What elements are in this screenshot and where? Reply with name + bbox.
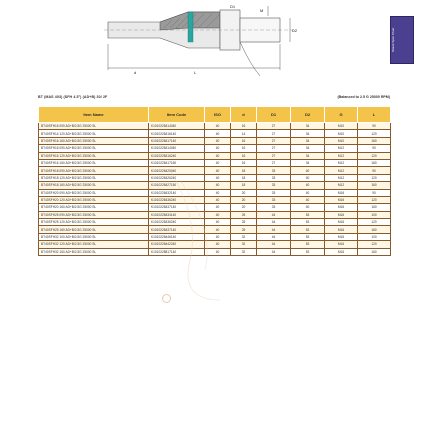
cell-d: 18 <box>231 182 257 189</box>
cell-iso: 40 <box>205 189 231 196</box>
cell-d: 25 <box>231 219 257 226</box>
table-row <box>39 182 391 189</box>
cell-d2: 34 <box>291 145 325 152</box>
header-iso: ISO <box>205 107 231 123</box>
cell-d2: 53 <box>291 233 325 240</box>
cell-iso: 40 <box>205 211 231 218</box>
cell-l: 160 <box>358 159 391 166</box>
cell-g: M16 <box>325 226 358 233</box>
cell-item-code: K1010228434140 <box>149 211 205 218</box>
cell-item-code: K1010228427150 <box>149 182 205 189</box>
cell-item-code: K1010228436240 <box>149 219 205 226</box>
cell-d: 32 <box>231 241 257 248</box>
cell-iso: 40 <box>205 167 231 174</box>
table-row <box>39 123 391 130</box>
cell-item-name: BT40SFH14 120 AD+B/2.5G 25000 SL <box>39 130 149 137</box>
cell-iso: 40 <box>205 233 231 240</box>
cell-d2: 34 <box>291 152 325 159</box>
coolant-channel <box>188 12 193 42</box>
cell-d: 16 <box>231 123 257 130</box>
cell-d1: 33 <box>257 182 291 189</box>
cell-l: 120 <box>358 196 391 203</box>
cell-d2: 40 <box>291 204 325 211</box>
cell-l: 90 <box>358 167 391 174</box>
cell-l: 160 <box>358 137 391 144</box>
cell-item-code: K1010228425040 <box>149 167 205 174</box>
cell-iso: 40 <box>205 145 231 152</box>
cell-g: M12 <box>325 159 358 166</box>
cell-item-name: BT40SFH20 120 AD+B/2.5G 25000 SL <box>39 196 149 203</box>
cell-iso: 40 <box>205 182 231 189</box>
table-row <box>39 137 391 144</box>
cell-l: 90 <box>358 189 391 196</box>
cell-d1: 27 <box>257 123 291 130</box>
cell-item-code: K1010228414040 <box>149 123 205 130</box>
cell-d2: 53 <box>291 226 325 233</box>
table-row <box>39 233 391 240</box>
header-g: G <box>325 107 358 123</box>
cell-d: 20 <box>231 189 257 196</box>
cell-item-name: BT40SFH25 120 AD+B/2.5G 25000 SL <box>39 219 149 226</box>
cell-g: M16 <box>325 241 358 248</box>
cell-d1: 27 <box>257 145 291 152</box>
table-row <box>39 152 391 159</box>
cell-iso: 40 <box>205 248 231 255</box>
table-row <box>39 219 391 226</box>
cell-d1: 44 <box>257 219 291 226</box>
cell-d: 32 <box>231 233 257 240</box>
table-row <box>39 196 391 203</box>
cell-d2: 40 <box>291 196 325 203</box>
cell-d1: 33 <box>257 167 291 174</box>
cell-g: M16 <box>325 233 358 240</box>
cell-iso: 40 <box>205 137 231 144</box>
header-d: d <box>231 107 257 123</box>
cell-item-name: BT40SFH16 090 AD+B/2.5G 25000 SL <box>39 123 149 130</box>
table-row <box>39 174 391 181</box>
cell-l: 160 <box>358 226 391 233</box>
cell-l: 160 <box>358 182 391 189</box>
cell-item-code: K1010228426240 <box>149 174 205 181</box>
cell-d2: 34 <box>291 137 325 144</box>
cell-iso: 40 <box>205 241 231 248</box>
cell-iso: 40 <box>205 174 231 181</box>
cell-d1: 44 <box>257 248 291 255</box>
catalog-badge: Shank Spec Chart <box>390 16 414 64</box>
cell-d1: 33 <box>257 196 291 203</box>
cell-g: M12 <box>325 174 358 181</box>
cell-item-name: BT40SFH16 160 AD+B/2.5G 25000 SL <box>39 159 149 166</box>
cell-l: 120 <box>358 241 391 248</box>
table-row <box>39 159 391 166</box>
cell-item-name: BT40SFH18 090 AD+B/2.5G 25000 SL <box>39 167 149 174</box>
cell-d1: 33 <box>257 189 291 196</box>
cell-g: M12 <box>325 182 358 189</box>
dim-label-d1: D1 <box>230 4 236 9</box>
cell-d1: 44 <box>257 233 291 240</box>
cell-item-code: K1010228416240 <box>149 152 205 159</box>
cell-d2: 53 <box>291 248 325 255</box>
cell-d2: 40 <box>291 182 325 189</box>
cell-item-code: K1010228437140 <box>149 204 205 211</box>
cell-d2: 34 <box>291 159 325 166</box>
cell-g: M12 <box>325 145 358 152</box>
cell-d1: 27 <box>257 137 291 144</box>
cell-d: 16 <box>231 137 257 144</box>
cell-item-code: K1010228817140 <box>149 248 205 255</box>
dim-label-d2: D2 <box>292 28 298 33</box>
cell-iso: 40 <box>205 130 231 137</box>
header-item-name: Item Name <box>39 107 149 123</box>
table-caption-left: BT (MAS 403) (SFH 4.5°) (AD+B) 30/ 2F <box>38 95 108 99</box>
cell-d: 18 <box>231 167 257 174</box>
cell-item-name: BT40SFH25 160 AD+B/2.5G 25000 SL <box>39 226 149 233</box>
cell-item-name: BT40SFH32 160 AD+B/2.5G 25000 SL <box>39 248 149 255</box>
cell-iso: 40 <box>205 152 231 159</box>
cell-d: 25 <box>231 211 257 218</box>
cell-item-code: K1010228414040 <box>149 145 205 152</box>
cell-d1: 44 <box>257 226 291 233</box>
cell-d: 20 <box>231 196 257 203</box>
cell-d2: 53 <box>291 219 325 226</box>
cell-item-name: BT40SFH20 090 AD+B/2.5G 25000 SL <box>39 189 149 196</box>
cell-l: 100 <box>358 211 391 218</box>
table-row <box>39 189 391 196</box>
cell-d2: 34 <box>291 123 325 130</box>
header-item-code: Item Code <box>149 107 205 123</box>
cell-l: 120 <box>358 130 391 137</box>
table-row <box>39 211 391 218</box>
cell-d2: 34 <box>291 130 325 137</box>
cell-d: 32 <box>231 248 257 255</box>
watermark-dot <box>162 294 171 303</box>
cell-d: 16 <box>231 145 257 152</box>
header-row <box>39 107 391 123</box>
cell-l: 160 <box>358 248 391 255</box>
cell-l: 120 <box>358 219 391 226</box>
cell-g: M16 <box>325 211 358 218</box>
cell-item-name: BT40SFH16 090 AD+B/2.5G 25000 SL <box>39 145 149 152</box>
cell-l: 120 <box>358 174 391 181</box>
cell-item-code: K1010228446140 <box>149 233 205 240</box>
cell-item-name: BT40SFH16 160 AD+B/2.5G 25000 SL <box>39 137 149 144</box>
cell-d2: 53 <box>291 211 325 218</box>
cell-d2: 40 <box>291 167 325 174</box>
cell-iso: 40 <box>205 204 231 211</box>
table-row <box>39 204 391 211</box>
tool-holder-drawing <box>100 4 300 84</box>
cell-l: 90 <box>358 145 391 152</box>
cell-d: 18 <box>231 174 257 181</box>
cell-item-code: K1010228442240 <box>149 241 205 248</box>
cell-d: 16 <box>231 152 257 159</box>
dim-label-d: d <box>134 70 137 75</box>
cell-g: M16 <box>325 248 358 255</box>
cell-d1: 27 <box>257 130 291 137</box>
cell-d1: 27 <box>257 159 291 166</box>
cell-g: M10 <box>325 137 358 144</box>
cell-item-code: K1010228416140 <box>149 130 205 137</box>
cell-item-code: K1010228417140 <box>149 137 205 144</box>
cell-d2: 53 <box>291 241 325 248</box>
cell-g: M16 <box>325 219 358 226</box>
cell-iso: 40 <box>205 159 231 166</box>
cell-item-code: K1010228436240 <box>149 196 205 203</box>
cell-l: 100 <box>358 233 391 240</box>
cell-g: M10 <box>325 130 358 137</box>
cell-item-code: K1010228437140 <box>149 226 205 233</box>
cell-item-name: BT40SFH16 120 AD+B/2.5G 25000 SL <box>39 152 149 159</box>
cell-d1: 27 <box>257 152 291 159</box>
cell-l: 120 <box>358 152 391 159</box>
cell-iso: 40 <box>205 226 231 233</box>
cell-d: 14 <box>231 130 257 137</box>
cell-l: 90 <box>358 123 391 130</box>
dim-label-m: M <box>260 8 264 13</box>
cell-d: 20 <box>231 204 257 211</box>
cell-iso: 40 <box>205 219 231 226</box>
cell-item-name: BT40SFH25 090 AD+B/2.5G 25000 SL <box>39 211 149 218</box>
table-row <box>39 130 391 137</box>
cell-g: M10 <box>325 123 358 130</box>
cell-g: M12 <box>325 167 358 174</box>
dim-label-l: L <box>194 70 197 75</box>
cell-g: M12 <box>325 152 358 159</box>
cell-d1: 44 <box>257 211 291 218</box>
table-row <box>39 145 391 152</box>
spec-table-head <box>39 107 391 123</box>
cell-item-name: BT40SFH20 160 AD+B/2.5G 25000 SL <box>39 204 149 211</box>
cell-l: 160 <box>358 204 391 211</box>
cell-d2: 40 <box>291 174 325 181</box>
header-d1: D1 <box>257 107 291 123</box>
cell-g: M16 <box>325 189 358 196</box>
header-l: L <box>358 107 391 123</box>
cell-g: M16 <box>325 204 358 211</box>
cell-item-name: BT40SFH32 120 AD+B/2.5G 25000 SL <box>39 241 149 248</box>
cell-d1: 44 <box>257 241 291 248</box>
cell-item-code: K1010228417160 <box>149 159 205 166</box>
header-d2: D2 <box>291 107 325 123</box>
cell-d2: 40 <box>291 189 325 196</box>
table-row <box>39 248 391 255</box>
cell-d: 25 <box>231 226 257 233</box>
table-row <box>39 167 391 174</box>
spec-table-body <box>39 123 391 256</box>
cell-g: M16 <box>325 196 358 203</box>
table-row <box>39 226 391 233</box>
cell-item-name: BT40SFH32 100 AD+B/2.5G 25000 SL <box>39 233 149 240</box>
cell-item-code: K1010228432140 <box>149 189 205 196</box>
table-caption-right: (Balanced to 2.5 G 25000 RPM) <box>337 95 390 99</box>
cell-d1: 33 <box>257 174 291 181</box>
cell-iso: 40 <box>205 196 231 203</box>
cell-item-name: BT40SFH18 160 AD+B/2.5G 25000 SL <box>39 182 149 189</box>
spec-table <box>38 106 391 256</box>
cell-d: 16 <box>231 159 257 166</box>
cell-d1: 33 <box>257 204 291 211</box>
cell-item-name: BT40SFH18 120 AD+B/2.5G 25000 SL <box>39 174 149 181</box>
cell-iso: 40 <box>205 123 231 130</box>
table-row <box>39 241 391 248</box>
